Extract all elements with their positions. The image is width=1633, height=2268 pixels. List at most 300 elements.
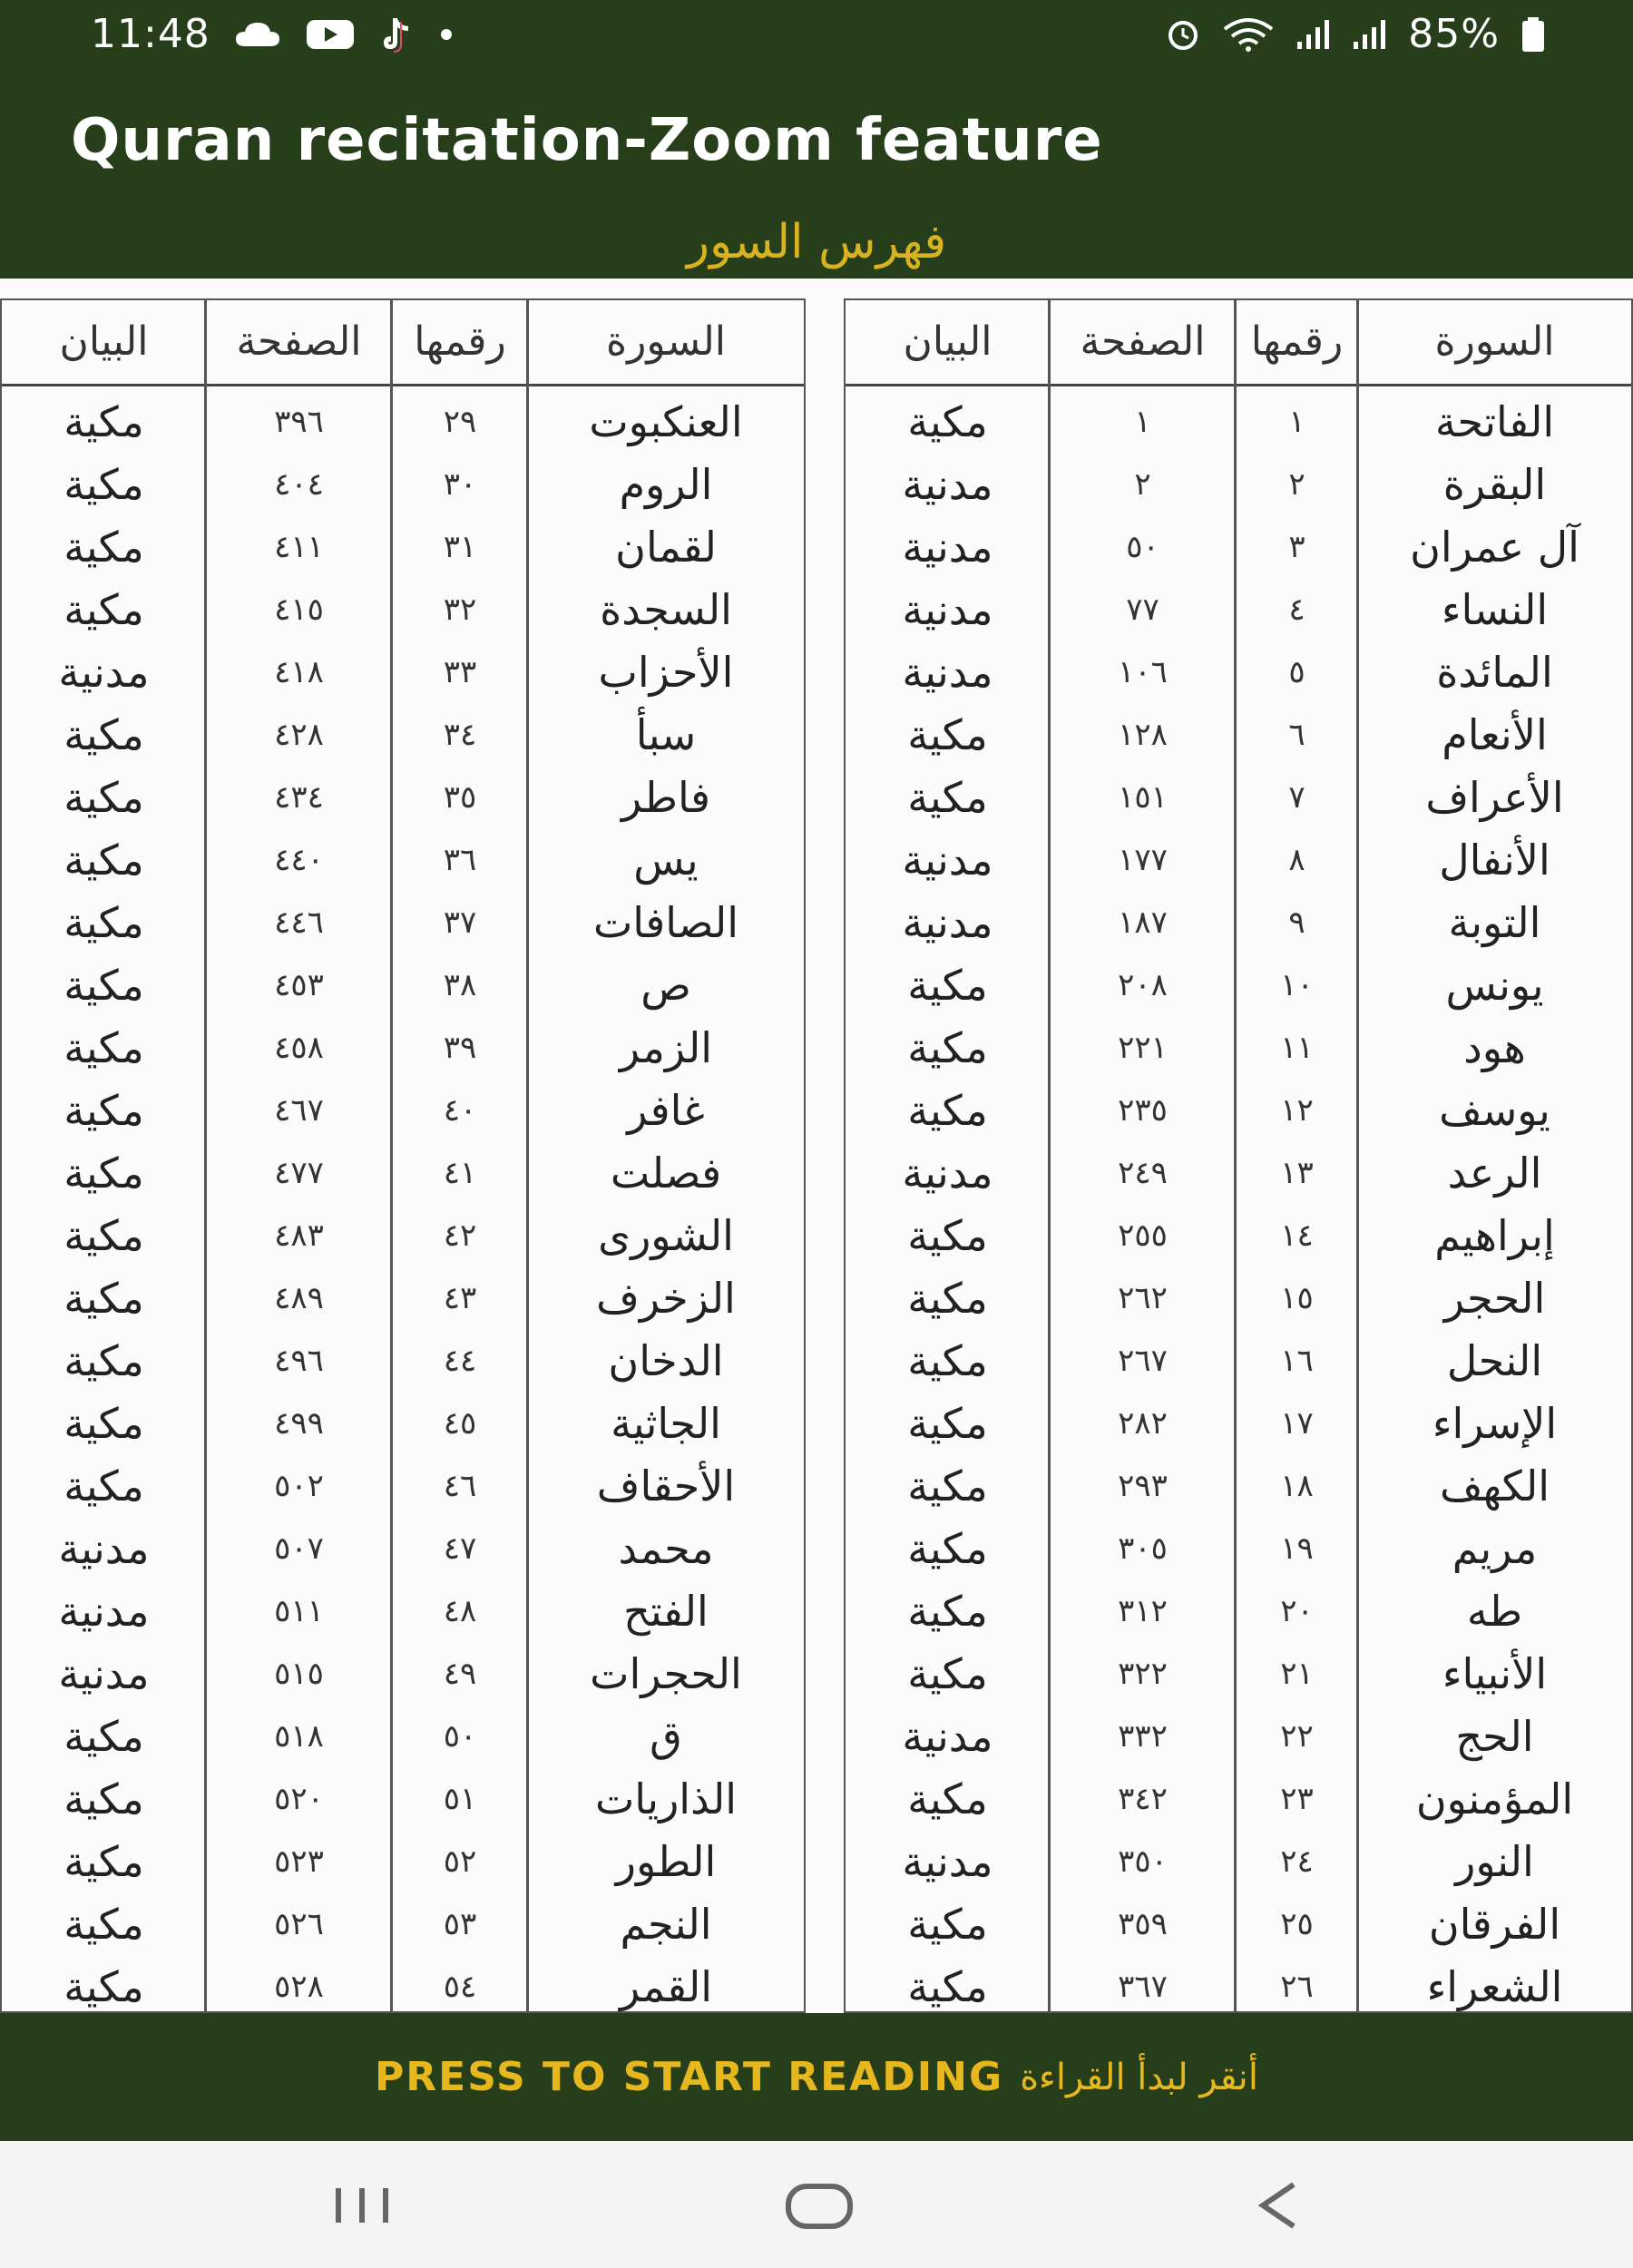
surah-type: مكية [907,397,988,446]
surah-row[interactable] [2,1267,804,1330]
surah-row[interactable] [846,767,1631,829]
column-header-number: رقمها [414,318,506,365]
surah-type: مكية [907,773,988,822]
surah-row[interactable] [2,1080,804,1142]
surah-surah: الفرقان [1428,1900,1561,1949]
surah-row[interactable] [846,1142,1631,1205]
surah-number: ٣٦ [443,842,477,878]
surah-page: ٤٧٧ [274,1155,324,1191]
clock: 11:48 [91,11,210,57]
surah-number: ٥٤ [443,1969,477,2005]
surah-row[interactable] [2,1893,804,1956]
surah-type: مدنية [902,898,993,947]
surah-surah: الصافات [592,898,738,947]
surah-surah: الزمر [619,1023,713,1072]
table-header [2,300,804,386]
surah-type: مكية [64,1399,144,1448]
surah-number: ٣٩ [443,1030,477,1066]
surah-page: ٢ [1134,466,1151,503]
surah-page: ٣٦٧ [1118,1969,1168,2005]
surah-row[interactable] [2,516,804,579]
surah-page: ٢٦٢ [1118,1280,1168,1316]
battery-icon [1520,15,1547,54]
surah-type: مدنية [58,1587,150,1636]
surah-surah: الجاثية [611,1399,721,1448]
surah-number: ٨ [1288,842,1305,878]
surah-type: مدنية [902,523,993,572]
surah-row[interactable] [2,1017,804,1080]
surah-page: ٢٠٨ [1118,967,1168,1003]
surah-row[interactable] [846,1080,1631,1142]
surah-number: ١٣ [1280,1155,1314,1191]
surah-number: ٣١ [443,529,477,565]
surah-row[interactable] [2,1518,804,1580]
surah-page: ٥٠٢ [274,1468,324,1504]
column-header-type: البيان [903,318,993,365]
battery-percent: 85% [1408,11,1500,57]
surah-type: مكية [907,1900,988,1949]
surah-type: مكية [64,773,144,822]
surah-row[interactable] [846,829,1631,892]
surah-surah: ص [640,961,691,1010]
surah-type: مكية [64,710,144,759]
surah-row[interactable] [846,1330,1631,1393]
surah-page: ٥٢٣ [274,1843,324,1880]
surah-surah: العنكبوت [589,397,743,446]
surah-type: مدنية [902,585,993,634]
surah-page: ٣٥٩ [1118,1906,1168,1942]
surah-page: ١٢٨ [1118,717,1168,753]
surah-surah: السجدة [600,585,732,634]
surah-surah: الزخرف [596,1274,736,1323]
wifi-icon [1221,16,1276,53]
surah-row[interactable] [2,767,804,829]
surah-row[interactable] [2,1643,804,1706]
surah-type: مكية [64,898,144,947]
surah-number: ١١ [1280,1030,1314,1066]
surah-number: ٤ [1288,591,1305,628]
surah-row[interactable] [846,1017,1631,1080]
surah-number: ٢٣ [1280,1781,1314,1817]
surah-surah: النحل [1446,1336,1543,1385]
surah-page: ٤١٥ [274,591,324,628]
surah-row[interactable] [846,704,1631,767]
surah-type: مكية [64,1336,144,1385]
surah-row[interactable] [2,579,804,641]
surah-number: ٤٩ [443,1656,477,1692]
surah-type: مدنية [902,1712,993,1761]
surah-page: ٢٥٥ [1118,1217,1168,1254]
surah-type: مكية [907,1524,988,1573]
system-nav-bar [0,2141,1633,2268]
surah-page: ٢٩٣ [1118,1468,1168,1504]
surah-type: مكية [64,1149,144,1198]
surah-page: ٥٢٨ [274,1969,324,2005]
surah-row[interactable] [2,454,804,516]
surah-type: مكية [907,961,988,1010]
surah-surah: الحجر [1443,1274,1546,1323]
alarm-icon [1165,16,1201,53]
surah-surah: الأعراف [1425,773,1564,822]
surah-surah: الطور [615,1837,717,1886]
surah-page: ٣٤٢ [1118,1781,1168,1817]
surah-page: ١٨٧ [1118,904,1168,941]
surah-number: ٥ [1288,654,1305,690]
surah-row[interactable] [2,1205,804,1267]
surah-surah: الفتح [623,1587,709,1636]
surah-page: ٢٢١ [1118,1030,1168,1066]
surah-page: ١٧٧ [1118,842,1168,878]
surah-surah: إبراهيم [1434,1211,1555,1260]
surah-number: ٢٦ [1280,1969,1314,2005]
surah-row[interactable] [2,892,804,954]
surah-number: ١٥ [1280,1280,1314,1316]
surah-number: ٤٥ [443,1405,477,1442]
surah-row[interactable] [2,1768,804,1831]
surah-number: ١٢ [1280,1092,1314,1129]
surah-surah: الحجرات [590,1649,742,1698]
surah-row[interactable] [2,391,804,454]
surah-row[interactable] [846,1831,1631,1893]
surah-page: ٢٦٧ [1118,1343,1168,1379]
surah-number: ٣٣ [443,654,477,690]
surah-number: ٢٥ [1280,1906,1314,1942]
surah-surah: يس [633,836,699,885]
surah-page: ٤٩٦ [274,1343,324,1379]
surah-surah: الأنبياء [1442,1649,1548,1698]
surah-row[interactable] [846,892,1631,954]
surah-page: ١٠٦ [1118,654,1168,690]
surah-surah: التوبة [1448,898,1541,947]
surah-type: مكية [64,523,144,572]
surah-type: مكية [64,1712,144,1761]
surah-type: مكية [64,1962,144,2011]
surah-surah: الأنفال [1439,836,1550,885]
surah-page: ٤٥٨ [274,1030,324,1066]
dot-icon [439,27,454,42]
start-reading-label-ar: أنقر لبدأ القراءة [1020,2056,1258,2098]
surah-type: مدنية [58,1524,150,1573]
surah-type: مكية [64,1774,144,1823]
surah-page: ٤١٨ [274,654,324,690]
surah-page: ٤٤٦ [274,904,324,941]
surah-number: ١٦ [1280,1343,1314,1379]
surah-number: ٤٨ [443,1593,477,1629]
surah-surah: النور [1455,1837,1534,1886]
surah-number: ٣٠ [443,466,477,503]
surah-surah: المائدة [1436,648,1553,697]
surah-number: ١٩ [1280,1530,1314,1567]
surah-surah: القمر [619,1962,713,2011]
surah-row[interactable] [846,1267,1631,1330]
surah-surah: الروم [619,460,713,509]
surah-number: ٥٠ [443,1718,477,1755]
surah-row[interactable] [846,1956,1631,2019]
surah-type: مكية [64,1274,144,1323]
status-left [91,11,454,57]
surah-number: ٢٢ [1280,1718,1314,1755]
surah-surah: ق [650,1712,682,1761]
surah-page: ٥٠ [1126,529,1159,565]
surah-page: ٥٢٦ [274,1906,324,1942]
surah-surah: الإسراء [1432,1399,1558,1448]
surah-number: ٣٧ [443,904,477,941]
surah-page: ٤٣٤ [274,779,324,816]
column-header-surah: السورة [606,318,726,365]
surah-row[interactable] [2,829,804,892]
surah-surah: سبأ [635,710,697,759]
surah-type: مكية [907,1399,988,1448]
surah-type: مكية [907,1587,988,1636]
surah-type: مكية [64,585,144,634]
surah-surah: محمد [618,1524,714,1573]
surah-page: ٥١١ [274,1593,324,1629]
status-right [1165,11,1547,57]
column-header-number: رقمها [1250,318,1344,365]
surah-type: مكية [64,1211,144,1260]
surah-type: مكية [64,460,144,509]
column-header-page: الصفحة [1080,318,1206,365]
tiktok-icon [379,15,416,54]
surah-surah: الأحقاف [596,1461,736,1510]
surah-row[interactable] [846,516,1631,579]
surah-surah: الفاتحة [1434,397,1555,446]
surah-type: مدنية [902,460,993,509]
surah-row[interactable] [2,704,804,767]
surah-page: ٤٥٣ [274,967,324,1003]
surah-row[interactable] [846,641,1631,704]
status-bar [0,0,1633,73]
surah-type: مكية [64,1837,144,1886]
surah-type: مدنية [902,648,993,697]
surah-page: ٥٠٧ [274,1530,324,1567]
surah-page: ٤٨٣ [274,1217,324,1254]
surah-row[interactable] [2,1580,804,1643]
surah-page: ٣٥٠ [1118,1843,1168,1880]
surah-number: ٤١ [443,1155,477,1191]
surah-number: ٣ [1288,529,1305,565]
surah-number: ٤٣ [443,1280,477,1316]
surah-type: مكية [907,1336,988,1385]
surah-surah: يونس [1445,961,1544,1010]
surah-page: ٢٨٢ [1118,1405,1168,1442]
surah-number: ١٠ [1280,967,1314,1003]
surah-number: ١٨ [1280,1468,1314,1504]
surah-number: ٤٦ [443,1468,477,1504]
surah-type: مكية [64,1900,144,1949]
surah-surah: هود [1463,1023,1526,1072]
surah-page: ٧٧ [1126,591,1159,628]
surah-row[interactable] [846,454,1631,516]
surah-type: مكية [64,836,144,885]
surah-row[interactable] [2,1706,804,1768]
column-header-surah: السورة [1434,318,1555,365]
surah-surah: الشورى [598,1211,734,1260]
surah-row[interactable] [2,1330,804,1393]
surah-row[interactable] [846,1893,1631,1956]
surah-number: ٤٢ [443,1217,477,1254]
surah-row[interactable] [846,954,1631,1017]
surah-surah: لقمان [615,523,717,572]
surah-type: مكية [907,1211,988,1260]
surah-type: مكية [64,397,144,446]
surah-page: ٣٠٥ [1118,1530,1168,1567]
surah-row[interactable] [846,579,1631,641]
surah-type: مكية [907,1086,988,1135]
column-header-type: البيان [59,318,149,365]
surah-row[interactable] [846,391,1631,454]
surah-type: مكية [907,1461,988,1510]
surah-surah: الدخان [608,1336,724,1385]
surah-type: مكية [907,1962,988,2011]
surah-row[interactable] [846,1393,1631,1455]
surah-type: مكية [907,710,988,759]
surah-row[interactable] [846,1518,1631,1580]
surah-surah: النساء [1441,585,1549,634]
app-bar [0,73,1633,213]
surah-number: ٢١ [1280,1656,1314,1692]
surah-surah: فاطر [621,773,710,822]
surah-type: مدنية [902,1149,993,1198]
cloud-icon [234,19,281,50]
surah-surah: النجم [620,1900,712,1949]
surah-number: ١٤ [1280,1217,1314,1254]
surah-page: ٤٠٤ [274,466,324,503]
surah-number: ٥٣ [443,1906,477,1942]
youtube-icon [305,16,356,53]
surah-row[interactable] [2,1393,804,1455]
surah-type: مكية [64,1086,144,1135]
signal-icon [1296,18,1332,51]
surah-surah: آل عمران [1410,523,1579,572]
surah-surah: الأحزاب [598,648,734,697]
index-header [0,213,1633,279]
signal-icon [1352,18,1388,51]
surah-type: مكية [64,1461,144,1510]
column-header-page: الصفحة [236,318,362,365]
surah-number: ٣٢ [443,591,477,628]
surah-row[interactable] [2,1831,804,1893]
surah-page: ٤٦٧ [274,1092,324,1129]
surah-number: ٥١ [443,1781,477,1817]
surah-row[interactable] [2,1142,804,1205]
home-icon [756,2168,883,2241]
surah-row[interactable] [846,1580,1631,1643]
surah-page: ٥١٨ [274,1718,324,1755]
surah-type: مكية [907,1274,988,1323]
back-icon [1216,2168,1343,2241]
surah-number: ٣٤ [443,717,477,753]
surah-page: ٤٢٨ [274,717,324,753]
surah-number: ١ [1288,404,1305,440]
surah-type: مكية [64,961,144,1010]
surah-row[interactable] [846,1706,1631,1768]
start-bar [0,2013,1633,2141]
surah-page: ٤٩٩ [274,1405,324,1442]
surah-page: ٥١٥ [274,1656,324,1692]
surah-table-right [844,298,1633,2013]
surah-surah: مريم [1452,1524,1538,1573]
surah-number: ٤٠ [443,1092,477,1129]
surah-type: مدنية [58,648,150,697]
surah-number: ٢٤ [1280,1843,1314,1880]
recent-apps-icon [299,2168,426,2241]
surah-surah: المؤمنون [1415,1774,1574,1823]
surah-surah: الأنعام [1442,710,1548,759]
back-button[interactable] [1216,2168,1343,2241]
surah-page: ٢٣٥ [1118,1092,1168,1129]
surah-page: ٤١١ [274,529,324,565]
surah-number: ٧ [1288,779,1305,816]
surah-surah: الحج [1455,1712,1534,1761]
recent-apps-button[interactable] [299,2168,426,2241]
surah-number: ٩ [1288,904,1305,941]
surah-page: ٥٢٠ [274,1781,324,1817]
surah-number: ٤٤ [443,1343,477,1379]
surah-number: ٣٥ [443,779,477,816]
surah-type: مدنية [902,1837,993,1886]
surah-type: مكية [907,1023,988,1072]
surah-row[interactable] [2,641,804,704]
surah-number: ٤٧ [443,1530,477,1567]
surah-page: ١ [1134,404,1151,440]
surah-type: مدنية [902,836,993,885]
surah-type: مدنية [58,1649,150,1698]
surah-number: ٣٨ [443,967,477,1003]
surah-row[interactable] [846,1643,1631,1706]
surah-index-page[interactable] [0,279,1633,2013]
surah-number: ٥٢ [443,1843,477,1880]
surah-surah: طه [1466,1587,1523,1636]
surah-page: ٢٤٩ [1118,1155,1168,1191]
surah-page: ٣١٢ [1118,1593,1168,1629]
surah-type: مكية [64,1023,144,1072]
surah-type: مكية [907,1649,988,1698]
surah-page: ٤٤٠ [274,842,324,878]
start-reading-button[interactable] [0,2013,1633,2141]
surah-surah: الشعراء [1426,1962,1563,2011]
surah-number: ٦ [1288,717,1305,753]
app-title: Quran recitation-Zoom feature [71,107,1103,174]
surah-surah: غافر [627,1086,705,1135]
surah-page: ٣٩٦ [274,404,324,440]
surah-surah: الذاريات [594,1774,738,1823]
home-button[interactable] [756,2168,883,2241]
surah-row[interactable] [2,1956,804,2019]
surah-number: ٢ [1288,466,1305,503]
surah-row[interactable] [846,1205,1631,1267]
surah-number: ١٧ [1280,1405,1314,1442]
surah-surah: الكهف [1439,1461,1550,1510]
surah-page: ٣٢٢ [1118,1656,1168,1692]
surah-type: مكية [907,1774,988,1823]
surah-table-left [0,298,806,2013]
surah-page: ٤٨٩ [274,1280,324,1316]
surah-number: ٢٠ [1280,1593,1314,1629]
surah-page: ٣٣٢ [1118,1718,1168,1755]
surah-row[interactable] [846,1768,1631,1831]
start-reading-label-en: PRESS TO START READING [375,2054,1004,2100]
surah-row[interactable] [2,954,804,1017]
surah-row[interactable] [2,1455,804,1518]
surah-number: ٢٩ [443,404,477,440]
surah-row[interactable] [846,1455,1631,1518]
surah-page: ١٥١ [1118,779,1168,816]
surah-surah: يوسف [1439,1086,1550,1135]
table-header [846,300,1631,386]
surah-surah: البقرة [1442,460,1547,509]
surah-surah: فصلت [610,1149,722,1198]
